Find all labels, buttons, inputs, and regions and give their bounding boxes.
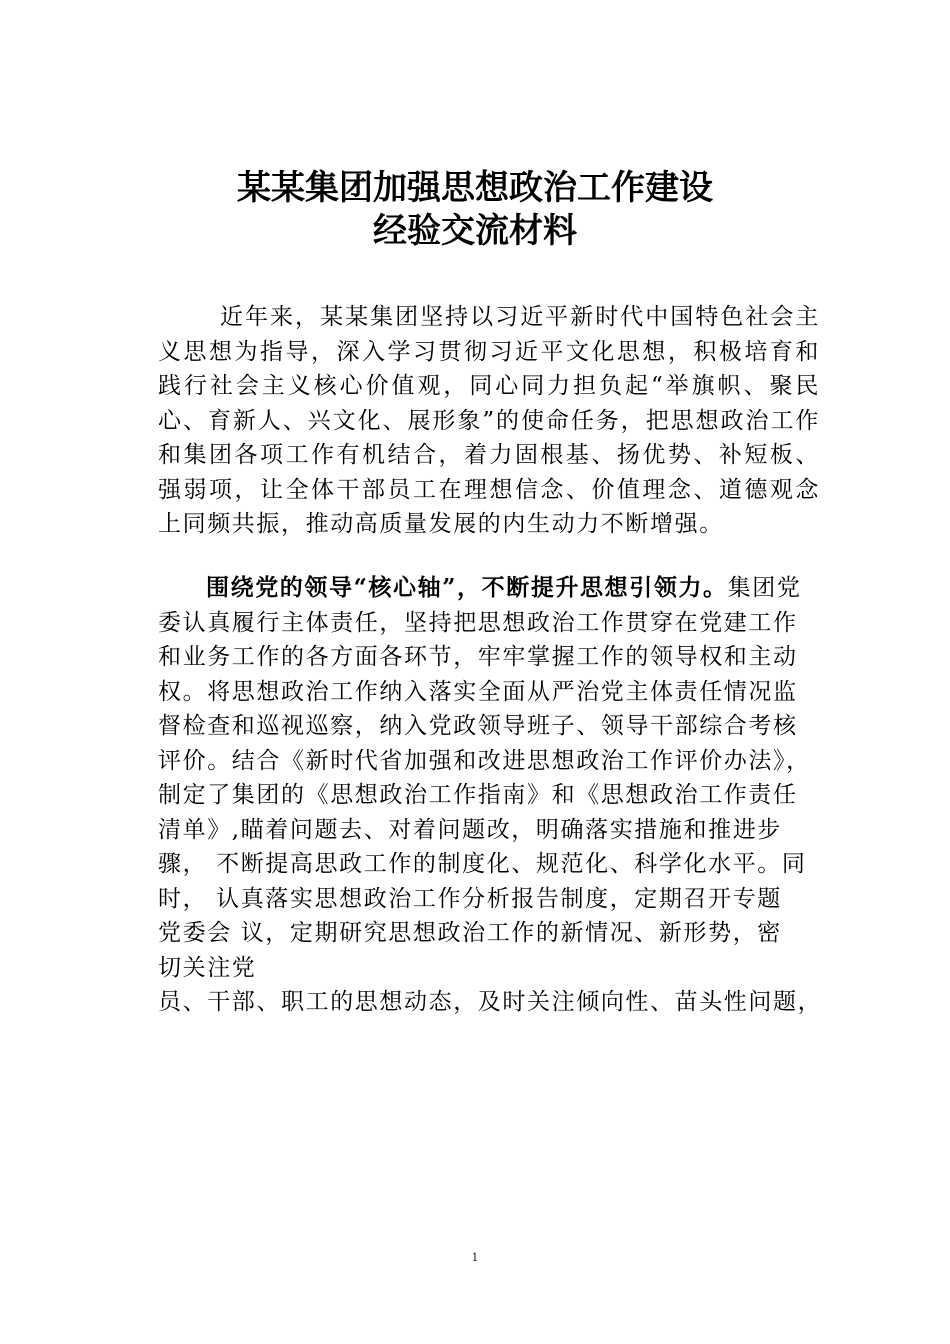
paragraph-line: 评价。结合《新时代省加强和改进思想政治工作评价办法》， [158,747,811,774]
paragraph-line: 切关注党 [158,954,257,981]
document-title-line-1: 某某集团加强思想政治工作建设 [237,168,713,208]
paragraph-line: 督检查和巡视巡察，纳入党政领导班子、领导干部综合考核 [158,713,798,739]
paragraph-line: 员、干部、职工的思想动态，及时关注倾向性、苗头性问题， [158,989,823,1015]
paragraph-line: 集团党 [727,575,802,601]
paragraph-core-axis-first-line [158,571,820,606]
paragraph-line: 时， 认真落实思想政治工作分析报告制度，定期召开专题 [158,885,782,912]
paragraph-line: 党委会 议，定期研究思想政治工作的新情况、新形势，密 [158,920,782,946]
paragraph-line: 制定了集团的《思想政治工作指南》和《思想政治工作责任 [158,782,798,808]
paragraph-heading: 围绕党的领导“核心轴”，不断提升思想引领力。 [206,574,728,601]
paragraph-intro: 近年来，某某集团坚持以习近平新时代中国特色社会主义思想为指导，深入学习贯彻习近平文化思想，积极培育和践行社会主义核心价值观，同心同力担负起“举旗帜、聚民心、育新人、兴文化、展形象”的使命任务，把思想政治工作和集团各项工作有机结合，着力固根基、扬优势、补短板、强弱项，让全体干部员工在理想信念、价值理念、道德观念上同频共振，推动高质量发展的内生动力不断增强。 [158,304,820,537]
paragraph-line: 和业务工作的各方面各环节，牢牢掌握工作的领导权和主动 [158,644,798,670]
paragraph-core-axis [158,571,823,1020]
page-number: 1 [471,1251,479,1264]
paragraph-line: 骤， 不断提高思政工作的制度化、规范化、科学化水平。同 [158,851,807,877]
paragraph-line: 权。将思想政治工作纳入落实全面从严治党主体责任情况监 [158,678,798,705]
document-title-line-2: 经验交流材料 [373,211,577,251]
paragraph-line: 清单》,瞄着问题去、对着问题改，明确落实措施和推进步 [158,816,782,843]
paragraph-line: 委认真履行主体责任，坚持把思想政治工作贯穿在党建工作 [158,609,798,636]
